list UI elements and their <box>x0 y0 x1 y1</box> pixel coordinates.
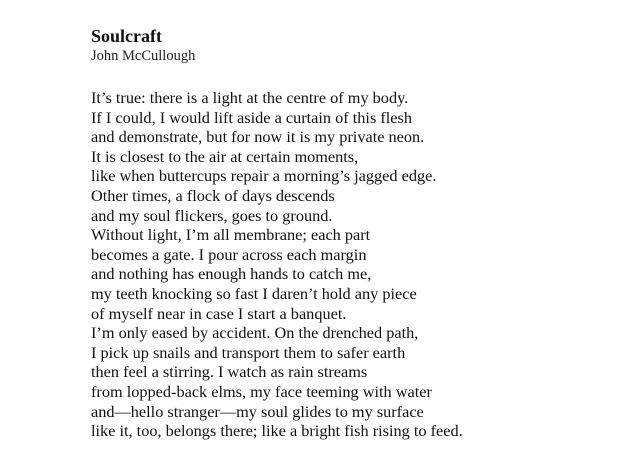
poem-line: like when buttercups repair a morning’s jagged edge. <box>91 166 437 186</box>
poem-line: becomes a gate. I pour across each margin <box>91 244 367 264</box>
poem-line: and—hello stranger—my soul glides to my surface <box>91 401 424 421</box>
poem-line: and demonstrate, but for now it is my private neon. <box>91 127 425 147</box>
poem-line: If I could, I would lift aside a curtain of this flesh <box>91 107 413 127</box>
poem-line: It’s true: there is a light at the centre of my body. <box>91 88 409 107</box>
poem-line: I pick up snails and transport them to safer earth <box>91 342 406 362</box>
poem-line: and nothing has enough hands to catch me, <box>91 264 372 284</box>
poem-title: Soulcraft <box>91 26 162 46</box>
poem-line: like it, too, belongs there; like a bright fish rising to feed. <box>91 421 463 441</box>
poem-body <box>91 88 611 441</box>
poem-line: It is closest to the air at certain moments, <box>91 146 359 166</box>
poem-container <box>91 26 611 441</box>
poem-author: John McCullough <box>91 48 196 64</box>
poem-line: I’m only eased by accident. On the drenched path, <box>91 323 419 343</box>
poem-line: and my soul flickers, goes to ground. <box>91 205 333 225</box>
poem-line: then feel a stirring. I watch as rain streams <box>91 362 368 382</box>
poem-line: my teeth knocking so fast I daren’t hold any piece <box>91 283 417 303</box>
poem-line: from lopped-back elms, my face teeming with water <box>91 381 432 401</box>
poem-line: Other times, a flock of days descends <box>91 185 335 205</box>
poem-line: of myself near in case I start a banquet. <box>91 303 347 323</box>
poem-line: Without light, I’m all membrane; each part <box>91 225 371 245</box>
